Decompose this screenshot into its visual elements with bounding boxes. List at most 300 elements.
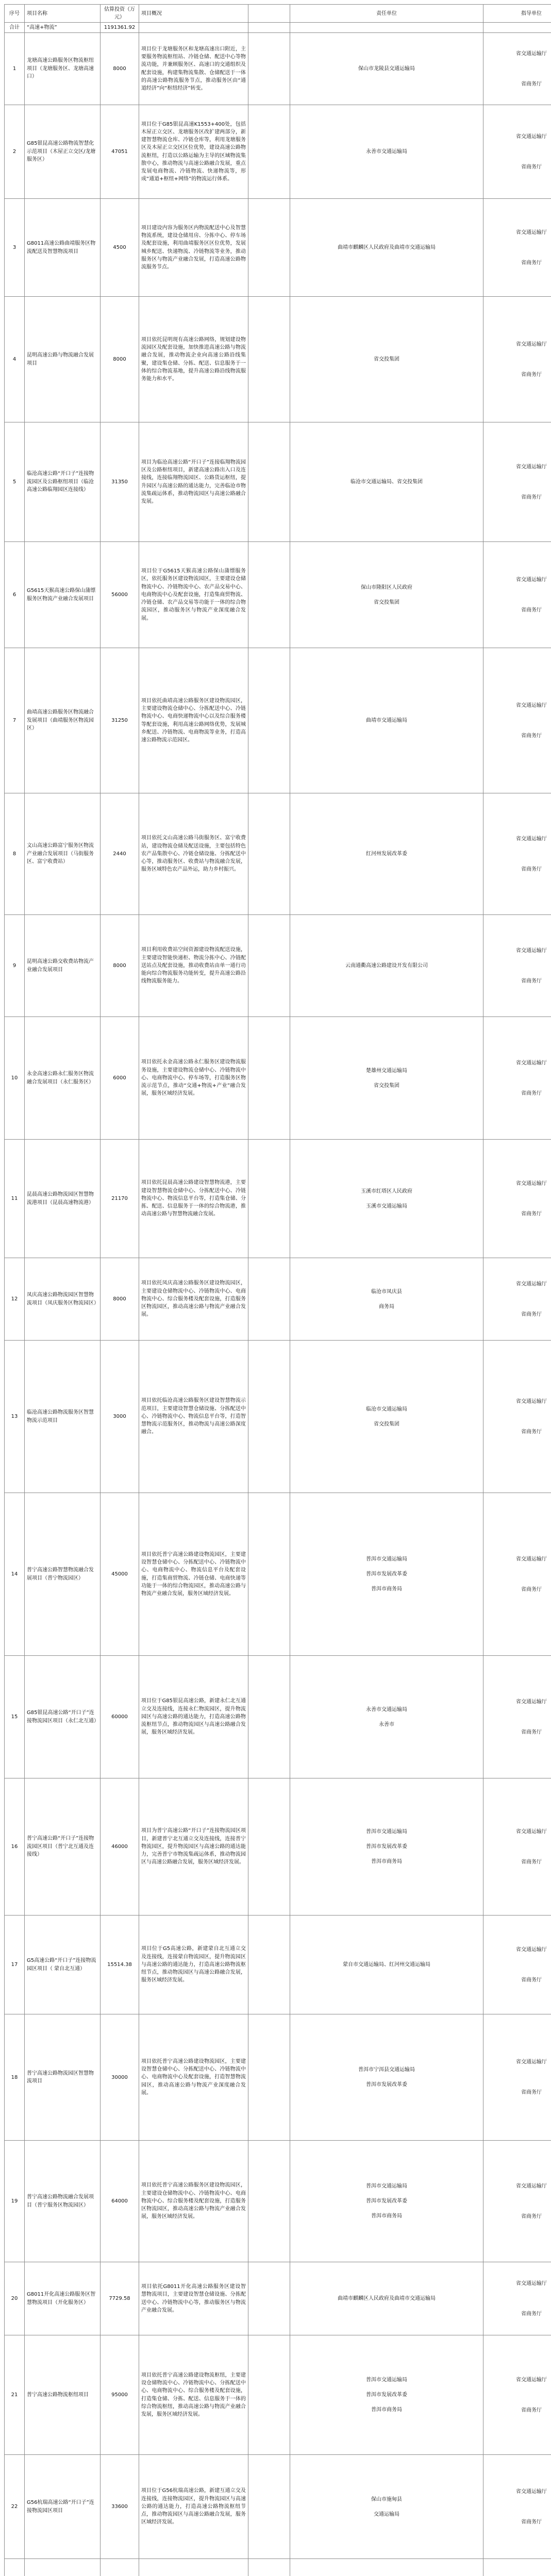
responsible-unit-item: 普洱市商务局	[371, 2407, 402, 2413]
responsible-unit-item: 普洱市交通运输局	[366, 2183, 407, 2189]
project-investment: 47051	[101, 105, 139, 199]
lead-unit-list	[486, 39, 551, 99]
project-name: 普宁高速公路物流枢纽项目	[25, 2335, 101, 2455]
lead-unit-item: 省交通运输厅	[516, 1281, 547, 1287]
project-investment: 6000	[101, 1017, 139, 1140]
lead-unit	[483, 1258, 551, 1341]
header-investment: 估算投资（万元）	[101, 5, 139, 23]
project-name: 曲靖高速公路服务区物流融合发展项目（曲靖服务区物流园区）	[25, 648, 101, 793]
lead-unit	[483, 793, 551, 915]
table-row	[5, 793, 551, 915]
blank-cell	[248, 2262, 290, 2335]
project-overview: 项目位于龙塘服务区和龙塘高速出口附近，主要服务物流枢纽站、冷链仓储、配送中心等物流功能，并兼顾服务区、高速口的交通组织及配套设施，构建集物流集散、仓储配送于一体的高速公路物流服务节点，推动服务区由“通道经济”向“枢纽经济”转变。	[139, 33, 248, 105]
responsible-unit	[290, 648, 483, 793]
project-overview: 项目依托G8011开化高速公路服务区建设智慧物流项目，主要建设智慧仓储设施、分拣配送中心、冷链物流中心等，推动服务区与物流产业融合发展。	[139, 2262, 248, 2335]
row-number: 3	[5, 199, 25, 297]
lead-unit-list	[486, 1269, 551, 1330]
row-number: 10	[5, 1017, 25, 1140]
project-investment: 4500	[101, 199, 139, 297]
project-name: 永金高速公路永仁服务区物流融合发展项目（永仁服务区）	[25, 1017, 101, 1140]
blank-cell	[248, 2335, 290, 2455]
responsible-unit-item: 保山市施甸县	[371, 2496, 402, 2502]
project-name: 凤庆高速公路物流园区智慧物流项目（凤庆服务区物流园区）	[25, 1258, 101, 1341]
table-row	[5, 2455, 551, 2559]
lead-unit-list	[486, 122, 551, 182]
project-table	[4, 4, 551, 2576]
responsible-unit-item: 省交投集团	[374, 357, 399, 362]
project-overview: 项目依托文山高速公路马街服务区、富宁收费站，建设物流仓储及配送设施，主要包括特色农产品集散中心、冷链仓储设施、分拣配送中心等，推动服务区、收费站与物流融合发展，服务区域特色农产品外运，助力乡村振兴。	[139, 793, 248, 915]
responsible-unit-item: 普洱市发展改革委	[366, 1844, 407, 1850]
table-row	[5, 105, 551, 199]
responsible-unit-item: 保山市隆阳区人民政府	[361, 584, 412, 590]
blank-cell	[248, 1916, 290, 2014]
project-name: 临沧高速公路物流服务区智慧物流示范项目	[25, 1341, 101, 1493]
project-overview: 项目依托永金高速公路永仁服务区建设物流服务设施，主要建设物流仓储中心、冷链物流中心、电商物流中心、停车场等，打造服务区物流示范节点，推动“交通+物流+产业”融合发展，服务区域经济发展。	[139, 1017, 248, 1140]
responsible-unit-item: 普洱市发展改革委	[366, 1571, 407, 1577]
project-overview	[139, 2559, 248, 2576]
lead-unit-list	[486, 690, 551, 751]
responsible-unit-item: 蒙自市交通运输局、红河州交通运输局	[343, 1962, 430, 1968]
row-number: 12	[5, 1258, 25, 1341]
lead-unit-item: 省商务厅	[521, 978, 542, 984]
lead-unit-item: 省交通运输厅	[516, 341, 547, 347]
project-investment: 3000	[101, 1341, 139, 1493]
total-row	[5, 23, 551, 33]
lead-unit-list	[486, 1935, 551, 1995]
lead-unit	[483, 2262, 551, 2335]
lead-unit-item: 省商务厅	[521, 1090, 542, 1096]
project-investment: 2440	[101, 793, 139, 915]
table-row	[5, 2141, 551, 2262]
table-row	[5, 2014, 551, 2141]
lead-unit-list	[486, 936, 551, 996]
header-row	[5, 5, 551, 23]
blank-cell	[248, 2455, 290, 2559]
blank-cell	[248, 2559, 290, 2576]
responsible-unit-item: 普洱市宁洱县交通运输局	[358, 2067, 415, 2073]
project-overview: 项目依托普宁高速公路服务区建设物流园区，主要建设仓储物流中心、冷链物流中心、电商物流中心、综合服务楼及配套设施，打造服务区物流园区，推动高速公路与物流产业融合发展，服务区域经济发展。	[139, 2141, 248, 2262]
responsible-unit-item: 红河州发展改革委	[366, 851, 407, 857]
lead-unit	[483, 2335, 551, 2455]
table-row	[5, 2262, 551, 2335]
lead-unit-list	[486, 2477, 551, 2537]
lead-unit-item: 省交通运输厅	[516, 1828, 547, 1835]
project-name: G8011开化高速公路服务区智慧物流项目（开化服务区）	[25, 2262, 101, 2335]
lead-unit	[483, 1140, 551, 1258]
project-name: G85银昆高速公路物流智慧化示范项目（木屋正立交区/龙塘服务区）	[25, 105, 101, 199]
project-investment: 7729.58	[101, 2262, 139, 2335]
responsible-unit-item: 保山市龙陵县交通运输局	[358, 66, 415, 72]
blank-cell	[248, 1656, 290, 1778]
lead-unit-item: 省交通运输厅	[516, 2488, 547, 2495]
project-name: 昆晨高速公路物流园区智慧物流港项目（昆晨高速物流港）	[25, 1140, 101, 1258]
row-number: 20	[5, 2262, 25, 2335]
table-row	[5, 1341, 551, 1493]
project-overview: 项目依托临沧高速公路服务区建设智慧物流示范项目，主要建设智慧仓储设施、分拣配送中心、冷链物流中心、物流信息平台等，打造智慧物流示范服务区，推动物流与高速公路深度融合。	[139, 1341, 248, 1493]
blank-cell	[248, 648, 290, 793]
responsible-unit	[290, 105, 483, 199]
project-investment: 46000	[101, 1778, 139, 1916]
table-row	[5, 2335, 551, 2455]
project-overview: 项目依托普宁高速公路建设物流枢纽，主要建设仓储物流中心、冷链物流中心、分拣配送中心、电商物流中心、综合服务楼及配套设施，打造集仓储、分拣、配送、信息服务于一体的综合物流枢纽，推动高速公路与物流产业融合发展，服务区域经济发展。	[139, 2335, 248, 2455]
responsible-unit-item: 普洱市发展改革委	[366, 2198, 407, 2204]
table-row	[5, 33, 551, 105]
project-overview: 项目依托凤庆高速公路服务区建设物流园区，主要建设仓储物流中心、冷链物流中心、电商物流中心、综合服务楼及配套设施，打造服务区物流园区，推动高速公路与物流产业融合发展。	[139, 1258, 248, 1341]
lead-unit-item: 省交通运输厅	[516, 464, 547, 470]
responsible-unit	[290, 297, 483, 422]
blank-cell	[248, 2014, 290, 2141]
lead-unit-item: 省交通运输厅	[516, 836, 547, 842]
project-name: 普宁高速公路物流融合发展项目（普宁服务区物流园区）	[25, 2141, 101, 2262]
responsible-unit-item: 玉溪市红塔区人民政府	[361, 1188, 412, 1194]
table-body	[5, 23, 551, 2576]
table-row	[5, 422, 551, 542]
lead-unit-item: 省交通运输厅	[516, 1556, 547, 1562]
lead-unit-item: 省商务厅	[521, 2519, 542, 2525]
lead-unit-item: 省商务厅	[521, 1586, 542, 1592]
responsible-unit	[290, 1656, 483, 1778]
lead-unit-item: 省商务厅	[521, 1859, 542, 1865]
project-name: 普宁高速公路物流园区智慧物流项目	[25, 2014, 101, 2141]
blank-cell	[248, 1140, 290, 1258]
table-row	[5, 1493, 551, 1656]
lead-unit	[483, 2559, 551, 2576]
project-investment: 8000	[101, 1258, 139, 1341]
project-overview: 项目为普宁高速公路“开口子”连接物流园区项目，新建普宁北互通立交及连接线，连接普宁物流园区，提升物流园区与高速公路的通达能力，完善普宁市物流集疏运体系，推动物流园区与高速公路融合发展，服务区域经济发展。	[139, 1778, 248, 1916]
project-overview: 项目依托昆晨高速公路建设智慧物流港，主要建设智慧物流仓储中心、分拣配送中心、冷链物流中心、物流信息平台等，打造集仓储、分拣、配送、信息服务于一体的综合物流港，推动高速公路与智慧物流融合发展。	[139, 1140, 248, 1258]
lead-unit-item: 省商务厅	[521, 607, 542, 613]
responsible-unit-item: 玉溪市交通运输局	[366, 1203, 407, 1209]
responsible-unit-item: 曲靖市交通运输局	[366, 718, 407, 723]
lead-unit	[483, 2141, 551, 2262]
project-investment: 15514.38	[101, 1916, 139, 2014]
table-row	[5, 1017, 551, 1140]
project-overview: 项目为临沧高速公路“开口子”连接临翔物流园区及公路枢纽项目，新建高速公路出入口及连接线，连接临翔物流园区、公路货运枢纽，提升园区与高速公路的通达能力，完善临沧市物流集疏运体系，推动物流园区与高速公路融合发展。	[139, 422, 248, 542]
blank-cell	[248, 1493, 290, 1656]
project-name: G85银昆高速公路“开口子”连接物流园区项目（永仁北互通）	[25, 1656, 101, 1778]
total-lead	[483, 23, 551, 33]
lead-unit-item: 省商务厅	[521, 866, 542, 872]
lead-unit-item: 省交通运输厅	[516, 1180, 547, 1187]
responsible-unit-item: 普洱市发展改革委	[366, 2082, 407, 2088]
table-row	[5, 915, 551, 1017]
lead-unit	[483, 2014, 551, 2141]
responsible-unit-item: 普洱市发展改革委	[366, 2392, 407, 2398]
project-name: G8011高速公路曲靖服务区物流配送及智慧物流项目	[25, 199, 101, 297]
lead-unit-item: 省交通运输厅	[516, 1060, 547, 1066]
blank-cell	[248, 1341, 290, 1493]
row-number: 14	[5, 1493, 25, 1656]
lead-unit-list	[486, 1544, 551, 1605]
project-investment	[101, 2559, 139, 2576]
row-number: 5	[5, 422, 25, 542]
project-name: 龙塘高速公路服务区物流枢纽项目（龙塘服务区、龙塘高速口）	[25, 33, 101, 105]
lead-unit-item: 省交通运输厅	[516, 1946, 547, 1953]
project-overview: 项目依托昆明现有高速公路网络，规划建设物流园区及配套设施，加快推进高速公路与物流融合发展，推动物流企业向高速公路沿线集聚，建设集仓储、分拣、配送、信息服务于一体的综合物流基地，提升高速公路沿线物流服务能力和水平。	[139, 297, 248, 422]
responsible-unit-item: 普洱市商务局	[371, 1859, 402, 1865]
lead-unit-item: 省商务厅	[521, 1311, 542, 1317]
responsible-unit-item: 普洱市商务局	[371, 2213, 402, 2219]
responsible-unit-item: 省交投集团	[374, 599, 399, 605]
lead-unit-list	[486, 1168, 551, 1229]
lead-unit-item: 省商务厅	[521, 1729, 542, 1735]
responsible-unit	[290, 2559, 483, 2576]
lead-unit-item: 省商务厅	[521, 81, 542, 87]
lead-unit-item: 省交通运输厅	[516, 577, 547, 583]
header-lead: 指导单位	[483, 5, 551, 23]
lead-unit-item: 省商务厅	[521, 2311, 542, 2317]
responsible-unit	[290, 793, 483, 915]
row-number: 2	[5, 105, 25, 199]
lead-unit-list	[486, 329, 551, 390]
lead-unit-item: 省商务厅	[521, 494, 542, 500]
lead-unit-item: 省商务厅	[521, 1429, 542, 1435]
header-responsible: 责任单位	[290, 5, 483, 23]
table-row	[5, 297, 551, 422]
responsible-unit-item: 临沧市交通运输局、省交投集团	[350, 479, 423, 485]
lead-unit-list	[486, 565, 551, 625]
responsible-unit-item: 楚雄州交通运输局	[366, 1067, 407, 1074]
responsible-unit	[290, 542, 483, 648]
lead-unit-list	[486, 217, 551, 278]
project-overview: 项目位于G56杭瑞高速公路，新建互通立交及连接线，连接物流园区，提升物流园区与高速公路的通达能力，打造高速公路物流枢纽节点，推动物流园区与高速公路融合发展，服务区域经济发展。	[139, 2455, 248, 2559]
lead-unit	[483, 422, 551, 542]
row-number: 8	[5, 793, 25, 915]
lead-unit-item: 省商务厅	[521, 164, 542, 170]
lead-unit-item: 省商务厅	[521, 2213, 542, 2219]
project-name: G56杭瑞高速公路“开口子”连接物流园区项目	[25, 2455, 101, 2559]
row-number: 13	[5, 1341, 25, 1493]
blank-cell	[248, 105, 290, 199]
lead-unit-list	[486, 2268, 551, 2329]
lead-unit	[483, 1341, 551, 1493]
row-number: 11	[5, 1140, 25, 1258]
row-number: 18	[5, 2014, 25, 2141]
project-investment: 21170	[101, 1140, 139, 1258]
row-number: 4	[5, 297, 25, 422]
lead-unit	[483, 33, 551, 105]
responsible-unit-item: 普洱市商务局	[371, 1586, 402, 1592]
lead-unit-item: 省商务厅	[521, 1211, 542, 1217]
responsible-unit	[290, 2141, 483, 2262]
row-number	[5, 2559, 25, 2576]
lead-unit-item: 省交通运输厅	[516, 1398, 547, 1404]
total-label: 合计	[5, 23, 25, 33]
lead-unit-list	[486, 2365, 551, 2426]
total-name: “高速+物流”	[25, 23, 101, 33]
project-investment: 95000	[101, 2335, 139, 2455]
project-overview: 项目位于G5615天猴高速公路保山蒲缥服务区，依托服务区建设物流园区，主要建设仓储物流中心、冷链物流中心、农产品交易中心、电商物流中心及配套设施，打造集商贸物流、冷链仓储、农产品交易等功能于一体的综合物流园区，推动服务区与物流产业深度融合发展。	[139, 542, 248, 648]
lead-unit-item: 省商务厅	[521, 1977, 542, 1983]
project-investment: 31250	[101, 648, 139, 793]
header-blank	[248, 5, 290, 23]
lead-unit-item: 省商务厅	[521, 260, 542, 266]
project-investment: 8000	[101, 297, 139, 422]
responsible-unit	[290, 2335, 483, 2455]
lead-unit-item: 省交通运输厅	[516, 133, 547, 140]
project-overview: 项目依托普宁高速公路建设物流园区，主要建设智慧仓储中心、分拣配送中心、冷链物流中心、电商物流中心、物流信息平台及配套设施，打造集商贸物流、冷链仓储、电商快递等功能于一体的综合物流园区，推动高速公路与物流产业融合发展，服务区域经济发展。	[139, 1493, 248, 1656]
blank-cell	[248, 33, 290, 105]
lead-unit	[483, 542, 551, 648]
project-investment: 33600	[101, 2455, 139, 2559]
responsible-unit	[290, 199, 483, 297]
responsible-unit-item: 临沧市凤庆县	[371, 1289, 402, 1295]
row-number: 21	[5, 2335, 25, 2455]
responsible-unit	[290, 1258, 483, 1341]
header-overview: 项目概况	[139, 5, 248, 23]
responsible-unit-item: 临沧市交通运输局	[366, 1406, 407, 1412]
project-investment: 8000	[101, 33, 139, 105]
responsible-unit-item: 交通运输局	[374, 2511, 399, 2517]
blank-cell	[248, 297, 290, 422]
project-investment: 8000	[101, 915, 139, 1017]
lead-unit	[483, 648, 551, 793]
responsible-unit	[290, 1778, 483, 1916]
responsible-unit-item: 曲靖市麒麟区人民政府及曲靖市交通运输局	[338, 245, 436, 250]
table-row	[5, 1258, 551, 1341]
responsible-unit-item: 省交投集团	[374, 1082, 399, 1089]
lead-unit	[483, 1916, 551, 2014]
blank-cell	[248, 542, 290, 648]
table-row	[5, 1778, 551, 1916]
lead-unit	[483, 1656, 551, 1778]
project-name	[25, 2559, 101, 2576]
lead-unit-item: 省商务厅	[521, 371, 542, 378]
project-overview: 项目位于G85银昆高速K1553+400处，包括木屋正立交区、龙塘服务区改扩建两部分，新建智慧物流仓库、冷链仓库等，利用龙塘服务区及木屋正立交区区位优势，建设高速公路物流枢纽，打造以公路运输为主导的区域物流集散中心，推动物流与高速公路融合发展，重点发展电商物流、冷链物流、快递物流等，形成“通道+枢纽+网络”的物流运行体系。	[139, 105, 248, 199]
total-desc	[139, 23, 248, 33]
responsible-unit-item: 商务局	[379, 1303, 394, 1310]
responsible-unit	[290, 1493, 483, 1656]
lead-unit	[483, 1493, 551, 1656]
row-number: 19	[5, 2141, 25, 2262]
blank-cell	[248, 2141, 290, 2262]
row-number: 22	[5, 2455, 25, 2559]
project-name: 昆明高速公路交收费站物流产业融合发展项目	[25, 915, 101, 1017]
lead-unit-list	[486, 1687, 551, 1748]
responsible-unit	[290, 422, 483, 542]
blank-cell	[248, 1778, 290, 1916]
blank-cell	[248, 793, 290, 915]
responsible-unit-item: 永善市	[379, 1721, 394, 1727]
lead-unit-list	[486, 1817, 551, 1877]
lead-unit-item: 省商务厅	[521, 2090, 542, 2095]
row-number: 15	[5, 1656, 25, 1778]
project-overview: 项目位于G5高速公路，新建蒙自北互通立交及连接线，连接蒙自物流园区，提升物流园区与高速公路的通达能力，打造高速公路物流枢纽节点，推动物流园区与高速公路融合发展，服务区域经济发展。	[139, 1916, 248, 2014]
lead-unit-item: 省商务厅	[521, 733, 542, 739]
lead-unit	[483, 1017, 551, 1140]
responsible-unit	[290, 2014, 483, 2141]
project-name: G5615天猴高速公路保山蒲缥服务区物流产业融合发展项目	[25, 542, 101, 648]
blank-cell	[248, 199, 290, 297]
project-name: 文山高速公路富宁服务区物流产业融合发展项目（马街服务区、富宁收费站）	[25, 793, 101, 915]
responsible-unit	[290, 33, 483, 105]
project-name: G5高速公路“开口子”连接物流园区项目（ 蒙自北互通）	[25, 1916, 101, 2014]
responsible-unit-item: 普洱市交通运输局	[366, 1556, 407, 1562]
lead-unit-item: 省交通运输厅	[516, 1699, 547, 1705]
header-no: 序号	[5, 5, 25, 23]
lead-unit-list	[486, 1386, 551, 1447]
total-investment: 1191361.92	[101, 23, 139, 33]
row-number: 17	[5, 1916, 25, 2014]
lead-unit	[483, 2455, 551, 2559]
lead-unit-item: 省交通运输厅	[516, 2377, 547, 2383]
lead-unit-list	[486, 1048, 551, 1109]
table-row	[5, 199, 551, 297]
project-investment: 45000	[101, 1493, 139, 1656]
responsible-unit-item: 永善市交通运输局	[366, 1706, 407, 1713]
responsible-unit	[290, 2262, 483, 2335]
blank-cell	[248, 1258, 290, 1341]
project-name: 普宁高速公路智慧物流融合发展项目（普宁物流园区）	[25, 1493, 101, 1656]
project-overview: 项目依托普宁高速公路建设物流园区，主要建设智慧仓储中心、分拣配送中心、冷链物流中心、电商物流中心及配套设施，打造智慧物流园区，推动高速公路与物流产业深度融合发展。	[139, 2014, 248, 2141]
lead-unit-item: 省交通运输厅	[516, 702, 547, 708]
project-overview: 项目位于G85银昆高速公路，新建永仁北互通立交及连接线，连接永仁物流园区，提升物流园区与高速公路的通达能力，打造高速公路物流枢纽节点，推动物流园区与高速公路融合发展，服务区域经济发展。	[139, 1656, 248, 1778]
blank-cell	[248, 1017, 290, 1140]
lead-unit	[483, 105, 551, 199]
responsible-unit	[290, 2455, 483, 2559]
lead-unit	[483, 915, 551, 1017]
lead-unit-item: 省商务厅	[521, 2407, 542, 2413]
project-investment: 64000	[101, 2141, 139, 2262]
lead-unit	[483, 297, 551, 422]
table-row	[5, 2559, 551, 2576]
project-investment: 30000	[101, 2014, 139, 2141]
project-investment: 56000	[101, 542, 139, 648]
responsible-unit	[290, 1916, 483, 2014]
responsible-unit-item: 普洱市交通运输局	[366, 1829, 407, 1835]
responsible-unit-item: 曲靖市麒麟区人民政府及曲靖市交通运输局	[338, 2296, 436, 2301]
lead-unit	[483, 199, 551, 297]
total-blank	[248, 23, 290, 33]
lead-unit-list	[486, 824, 551, 885]
responsible-unit-item: 云南通衢高速公路建设开发有限公司	[345, 963, 428, 969]
lead-unit-list	[486, 2171, 551, 2232]
responsible-unit-item: 省交投集团	[374, 1421, 399, 1427]
row-number: 16	[5, 1778, 25, 1916]
table-row	[5, 542, 551, 648]
lead-unit-item: 省交通运输厅	[516, 229, 547, 235]
table-row	[5, 1916, 551, 2014]
table-row	[5, 1656, 551, 1778]
project-overview: 项目利用收费站空间资源建设物流配送设施，主要建设智能快递柜、物流分拣中心、冷链配送站点及配套设施，推动收费站由单一通行功能向综合物流服务功能转变，提升高速公路沿线物流服务能力。	[139, 915, 248, 1017]
lead-unit-list	[486, 2047, 551, 2108]
lead-unit-list	[486, 452, 551, 513]
blank-cell	[248, 422, 290, 542]
lead-unit-item: 省交通运输厅	[516, 947, 547, 954]
table-header	[5, 5, 551, 23]
row-number: 1	[5, 33, 25, 105]
project-investment: 31350	[101, 422, 139, 542]
project-name: 普宁高速公路“开口子”连接物流园区项目（普宁北互通及连接线）	[25, 1778, 101, 1916]
table-row	[5, 1140, 551, 1258]
responsible-unit	[290, 1140, 483, 1258]
project-name: 昆明高速公路与物流融合发展项目	[25, 297, 101, 422]
table-row	[5, 648, 551, 793]
responsible-unit	[290, 1341, 483, 1493]
responsible-unit-item: 永善市交通运输局	[366, 149, 407, 155]
row-number: 6	[5, 542, 25, 648]
project-overview: 项目建设内容为服务区内物流配送中心及智慧物流系统，建设仓储用房、分拣中心、停车场及配套设施，利用曲靖服务区区位优势，发展城乡配送、快递物流、冷链物流等业务，推动服务区与物流产业融合发展，打造高速公路物流服务节点。	[139, 199, 248, 297]
lead-unit	[483, 1778, 551, 1916]
header-name: 项目名称	[25, 5, 101, 23]
project-name: 临沧高速公路“开口子”连接物流园区及公路枢纽项目（临沧高速公路临翔园区连接线）	[25, 422, 101, 542]
responsible-unit-item: 普洱市交通运输局	[366, 2377, 407, 2383]
total-resp	[290, 23, 483, 33]
blank-cell	[248, 915, 290, 1017]
responsible-unit	[290, 1017, 483, 1140]
responsible-unit	[290, 915, 483, 1017]
row-number: 9	[5, 915, 25, 1017]
